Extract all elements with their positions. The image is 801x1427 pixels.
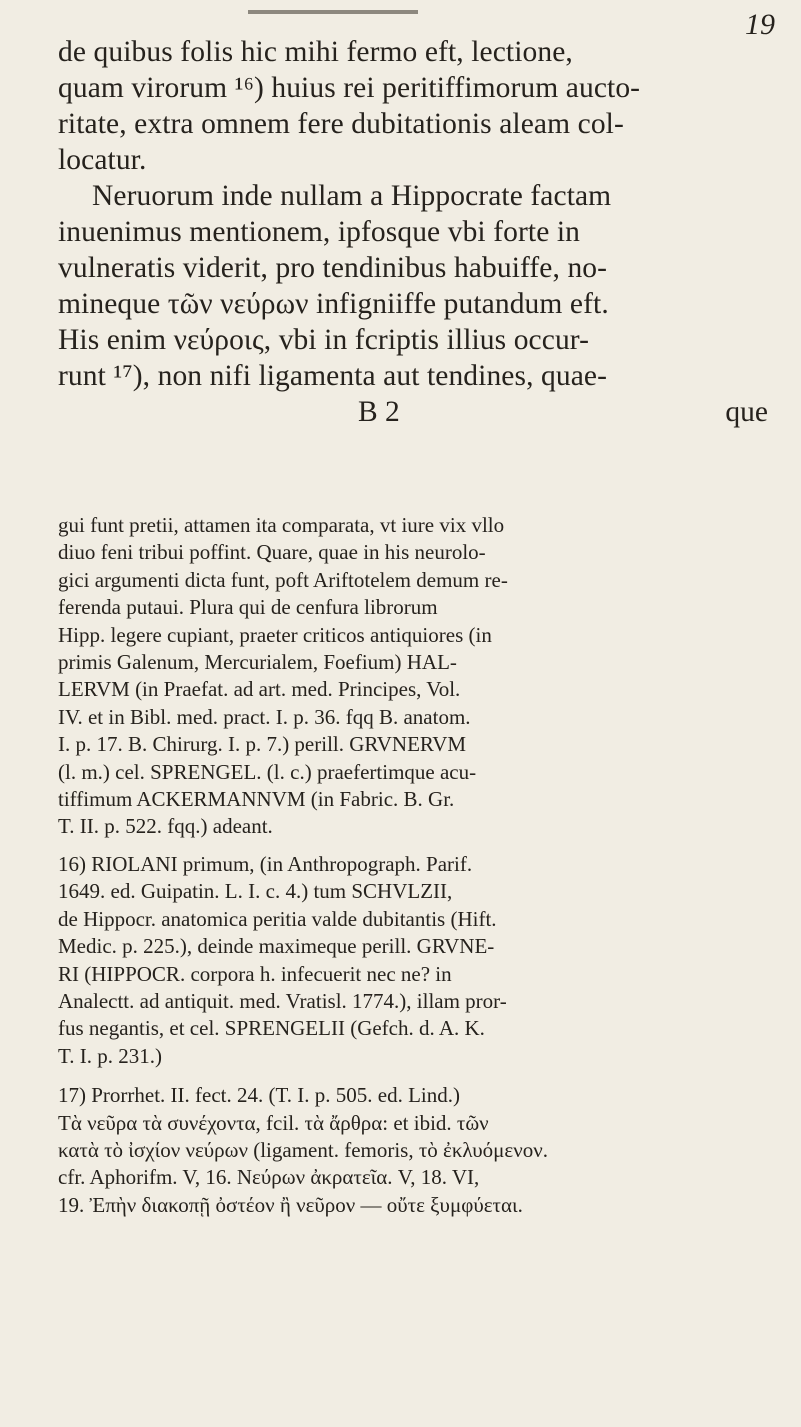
note-line: ferenda putaui. Plura qui de cenfura librorum [58, 595, 438, 620]
footnote-17 [58, 1082, 778, 1219]
footnote-line: T. I. p. 231.) [58, 1043, 163, 1068]
note-line: T. II. p. 522. fqq.) adeant. [58, 814, 273, 839]
note-line: Hipp. legere cupiant, praeter criticos antiquiores (in [58, 622, 492, 647]
note-line: (l. m.) cel. SPRENGEL. (l. c.) praefertimque acu- [58, 759, 477, 784]
footnote-line: Medic. p. 225.), deinde maximeque perill. GRVNE- [58, 934, 495, 959]
main-line: de quibus folis hic mihi fermo eft, lectione, [58, 36, 573, 68]
footnote-line: Analectt. ad antiquit. med. Vratisl. 1774.), illam pror- [58, 988, 507, 1013]
footnote-line: Τὰ νεῦρα τὰ συνέχοντα, fcil. τὰ ἄρθρα: et ibid. τῶν [58, 1110, 489, 1135]
footnote-line: fus negantis, et cel. SPRENGELII (Gefch. d. A. K. [58, 1016, 485, 1041]
catchword: que [725, 396, 768, 428]
footnote-16 [58, 851, 778, 1070]
footnote-line: 17) Prorrhet. II. fect. 24. (T. I. p. 505. ed. Lind.) [58, 1083, 460, 1108]
signature-mark: B 2 [358, 396, 400, 428]
footnote-line: 16) RIOLANI primum, (in Anthropograph. Parif. [58, 851, 473, 876]
footnote-line: 1649. ed. Guipatin. L. I. c. 4.) tum SCHVLZII, [58, 879, 453, 904]
footnote-line: de Hippocr. anatomica peritia valde dubitantis (Hift. [58, 906, 497, 931]
note-line: IV. et in Bibl. med. pract. I. p. 36. fqq B. anatom. [58, 704, 471, 729]
note-line: primis Galenum, Mercurialem, Foefium) HAL- [58, 650, 457, 675]
footnote-line: RI (HIPPOCR. corpora h. infecuerit nec ne? in [58, 961, 452, 986]
note-line: gici argumenti dicta funt, poft Ariftotelem demum re- [58, 567, 508, 592]
note-paragraph [58, 512, 778, 841]
page-number: 19 [745, 8, 775, 41]
main-line: ritate, extra omnem fere dubitationis aleam col- [58, 108, 624, 140]
signature-row [58, 394, 776, 430]
main-line: inuenimus mentionem, ipfosque vbi forte in [58, 216, 581, 248]
footnote-line: cfr. Aphorifm. V, 16. Νεύρων ἀκρατεῖα. V, 18. VI, [58, 1165, 480, 1190]
footnote-line: 19. Ἐπὴν διακοπῇ ὀστέον ἢ νεῦρον — οὔτε ξυμφύεται. [58, 1192, 523, 1217]
main-line: His enim νεύροις, vbi in fcriptis illius occur- [58, 324, 590, 356]
note-line: diuo feni tribui poffint. Quare, quae in his neurolo- [58, 540, 486, 565]
main-line: Neruorum inde nullam a Hippocrate factam [92, 180, 612, 212]
note-line: gui funt pretii, attamen ita comparata, vt iure vix vllo [58, 513, 505, 537]
main-line: locatur. [58, 144, 147, 176]
main-line: quam virorum ¹⁶) huius rei peritiffimorum aucto- [58, 72, 641, 104]
header-rule [248, 10, 418, 14]
footnote-line: κατὰ τὸ ἰσχίον νεύρων (ligament. femoris, τὸ ἐκλυόμενον. [58, 1137, 548, 1162]
note-line: tiffimum ACKERMANNVM (in Fabric. B. Gr. [58, 787, 455, 812]
main-line: vulneratis viderit, pro tendinibus habuiffe, no- [58, 252, 608, 284]
main-line: mineque τῶν νεύρων infigniiffe putandum eft. [58, 288, 609, 320]
note-line: LERVM (in Praefat. ad art. med. Principes, Vol. [58, 677, 461, 702]
main-line: runt ¹⁷), non nifi ligamenta aut tendines, quae- [58, 360, 608, 392]
main-text [58, 34, 776, 430]
note-line: I. p. 17. B. Chirurg. I. p. 7.) perill. GRVNERVM [58, 732, 467, 757]
notes-section [58, 512, 778, 1231]
